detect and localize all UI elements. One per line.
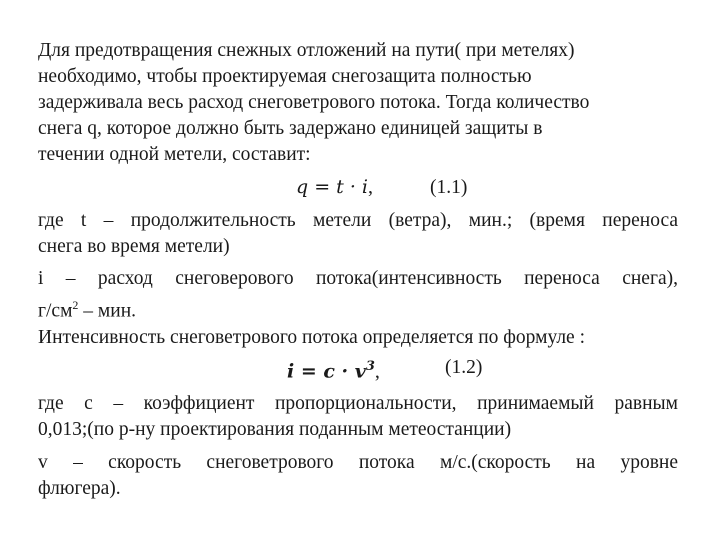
formula-2 [287,354,380,385]
intro-line: течении одной метели, составит: [38,144,311,165]
formula-2-expression: i = c · v [287,360,366,383]
definition-v [38,450,678,502]
intro-line: Для предотвращения снежных отложений на пути( при метелях) [38,40,575,61]
units-prefix: г/см [38,300,73,322]
definition-i-units [38,292,678,325]
definition-c [38,391,678,443]
intensity-intro-line: Интенсивность снеговетрового потока определяется по формуле : [38,327,586,348]
definition-c-line: где с – коэффициент пропорциональности, принимаемый равным [38,393,678,414]
formula-1-number-wrap [430,174,467,201]
intro-line: задерживала весь расход снеговетрового потока. Тогда количество [38,92,590,113]
formula-1-comma: , [368,176,373,198]
intro-line: снега q, которое должно быть задержано единицей защиты в [38,118,543,139]
formula-2-exponent: 3 [365,359,375,374]
formula-2-comma: , [374,360,380,383]
definition-t-line: где t – продолжительность метели (ветра), мин.; (время переноса [38,210,678,231]
intro-line: необходимо, чтобы проектируемая снегозащита полностью [38,66,532,87]
definition-i [38,266,678,325]
formula-2-number: (1.2) [445,357,483,378]
units-suffix: – мин. [78,300,137,322]
definition-i-line: i – расход снеговерового потока(интенсивность переноса снега), [38,268,678,289]
intensity-intro [38,325,678,351]
definition-v-line: v – скорость снеговетрового потока м/с.(скорость на уровне [38,452,678,473]
definition-c-line: 0,013;(по р-ну проектирования поданным метеостанции) [38,419,512,440]
formula-1 [296,174,373,200]
intro-paragraph [38,38,678,168]
definition-t-line: снега во время метели) [38,236,230,257]
formula-2-number-wrap [445,354,482,381]
definition-t [38,208,678,260]
formula-1-number: (1.1) [430,177,468,198]
formula-1-expression: q = t · i [296,176,368,198]
units-superscript: 2 [72,298,79,312]
definition-v-line: флюгера). [38,478,121,499]
